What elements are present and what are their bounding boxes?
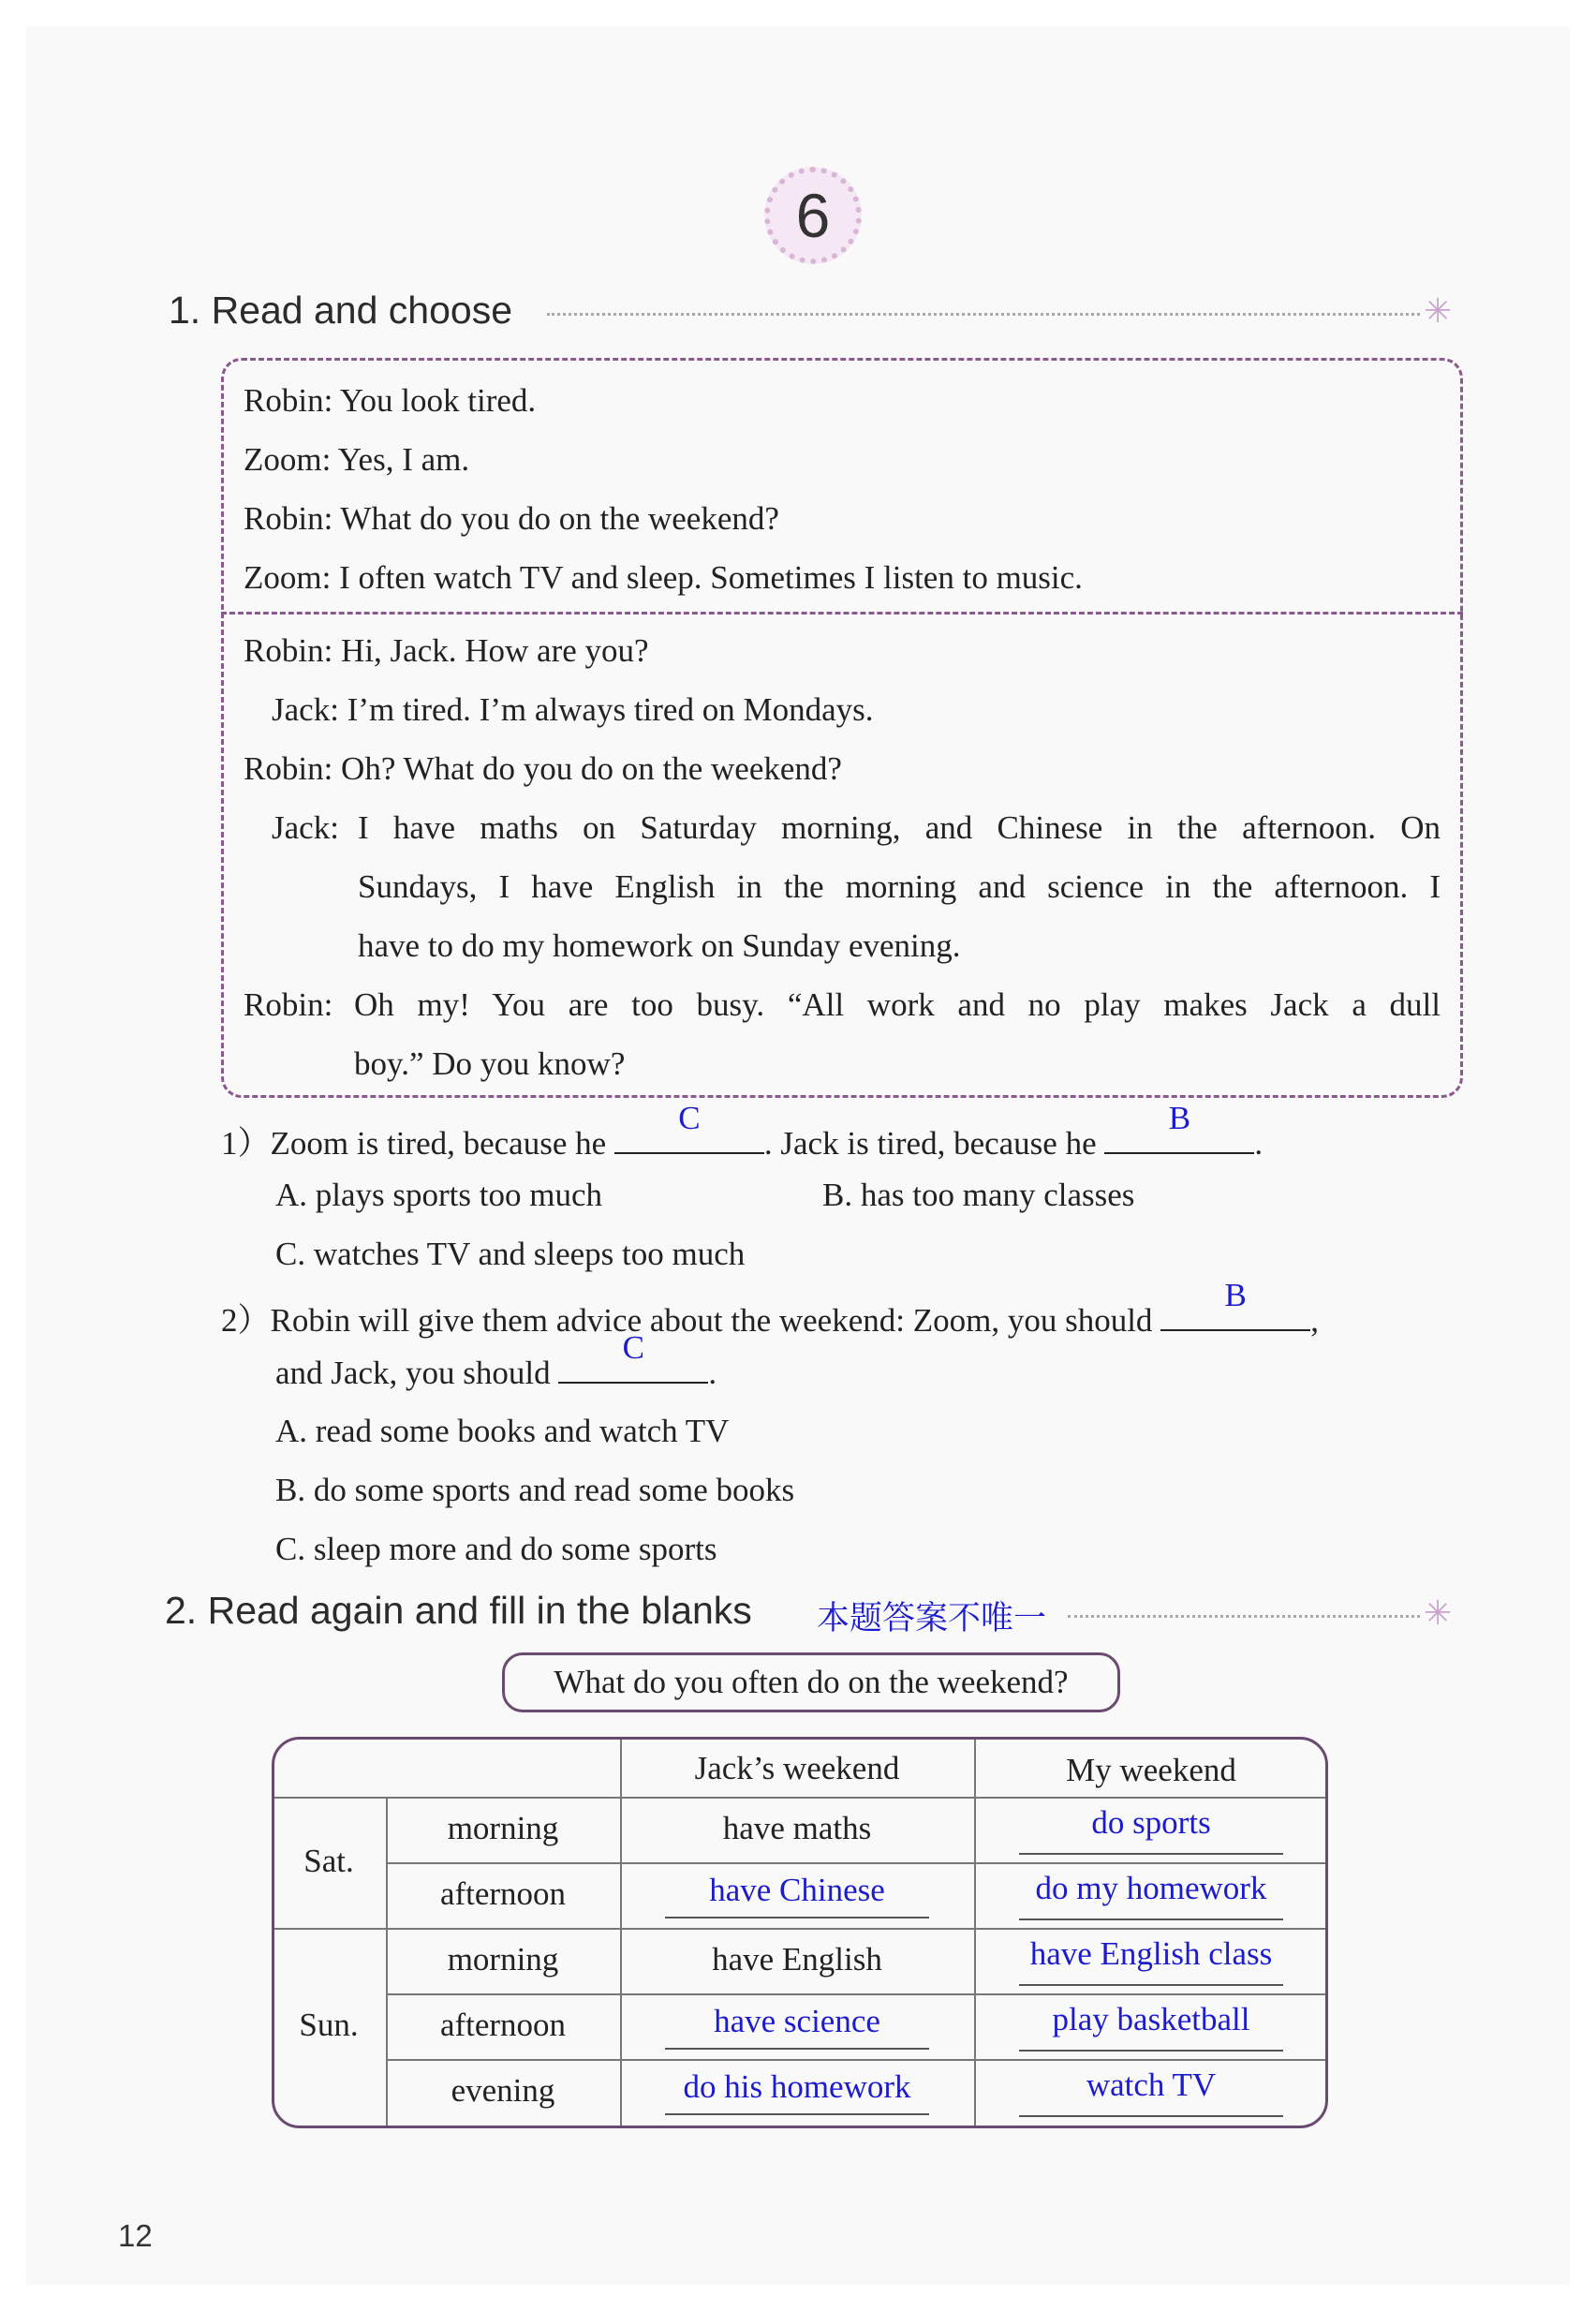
jack-answer[interactable]: do his homework	[683, 2068, 911, 2105]
table-divider	[386, 1993, 1325, 1995]
header-my: My weekend	[1066, 1752, 1236, 1788]
my-answer[interactable]: have English class	[1029, 1935, 1273, 1972]
dialogue1-line: Zoom: I often watch TV and sleep. Sometimes I listen to music.	[244, 559, 1083, 596]
time-label: morning	[447, 1941, 559, 1978]
option: A. plays sports too much	[275, 1177, 603, 1213]
dialogue-separator	[221, 612, 1463, 615]
answer-underline	[1019, 2115, 1283, 2117]
table-divider	[274, 1797, 1325, 1799]
question-1: 1）Zoom is tired, because he C . Jack is tired, because he B .	[221, 1100, 1264, 1162]
time-label: evening	[451, 2072, 555, 2109]
answer-underline	[665, 2113, 929, 2115]
option: C. watches TV and sleeps too much	[275, 1236, 746, 1272]
section1-title: 1. Read and choose	[169, 289, 512, 332]
handwritten-note: 本题答案不唯一	[817, 1600, 1047, 1637]
dialogue1-line: Zoom: Yes, I am.	[244, 441, 470, 478]
dialogue2-line: Jack: I’m tired. I’m always tired on Mondays.	[272, 691, 874, 728]
section1-rule	[547, 313, 1420, 316]
lesson-badge	[764, 167, 862, 264]
table-divider	[386, 1862, 1325, 1864]
question-2: 2）Robin will give them advice about the weekend: Zoom, you should B ,	[221, 1277, 1319, 1339]
section2-title: 2. Read again and fill in the blanks	[165, 1589, 752, 1632]
answer-text: B	[1224, 1277, 1247, 1313]
flower-icon: ✳	[1424, 292, 1453, 330]
prompt-box	[502, 1652, 1120, 1712]
answer-underline	[665, 2048, 929, 2050]
table-divider	[274, 1928, 1325, 1930]
prompt-text: What do you often do on the weekend?	[554, 1664, 1069, 1700]
table-divider	[386, 2059, 1325, 2061]
jack-activity: have English	[712, 1941, 882, 1978]
option: C. sleep more and do some sports	[275, 1531, 717, 1567]
option: A. read some books and watch TV	[275, 1413, 730, 1449]
answer-blank[interactable]	[1160, 1277, 1310, 1331]
time-label: morning	[447, 1810, 559, 1846]
answer-text: C	[622, 1329, 644, 1366]
jack-answer[interactable]: have Chinese	[709, 1872, 885, 1908]
dialogue1-line: Robin: What do you do on the weekend?	[244, 500, 779, 537]
day-label: Sun.	[299, 2007, 359, 2043]
dialogue2-text: I have maths on Saturday morning, and Chinese in the afternoon. On	[358, 809, 1441, 846]
answer-underline	[1019, 1984, 1283, 1986]
option: B. has too many classes	[822, 1177, 1135, 1213]
answer-blank[interactable]	[558, 1329, 708, 1384]
question-2-cont: and Jack, you should C .	[275, 1329, 717, 1391]
flower-icon: ✳	[1424, 1594, 1453, 1632]
dialogue1-line: Robin: You look tired.	[244, 382, 537, 419]
answer-blank[interactable]	[614, 1100, 764, 1154]
header-jack: Jack’s weekend	[694, 1750, 900, 1786]
day-label: Sat.	[303, 1843, 354, 1879]
answer-underline	[1019, 1918, 1283, 1920]
answer-underline	[1019, 1853, 1283, 1855]
lesson-number: 6	[795, 181, 831, 250]
option: B. do some sports and read some books	[275, 1472, 795, 1508]
answer-underline	[665, 1917, 929, 1918]
dialogue2-line: Robin: Hi, Jack. How are you?	[244, 632, 649, 669]
answer-blank[interactable]	[1104, 1100, 1254, 1154]
dialogue2-text: Sundays, I have English in the morning and science in the afternoon. I	[358, 868, 1441, 905]
my-answer[interactable]: play basketball	[1052, 2001, 1250, 2037]
jack-answer[interactable]: have science	[714, 2003, 880, 2039]
dialogue2-line: Robin: Oh? What do you do on the weekend?	[244, 750, 842, 787]
time-label: afternoon	[439, 1875, 567, 1912]
jack-activity: have maths	[722, 1810, 872, 1846]
dialogue2-text: have to do my homework on Sunday evening.	[358, 927, 961, 964]
my-answer[interactable]: watch TV	[1086, 2067, 1217, 2103]
page-number: 12	[118, 2218, 153, 2253]
section2-rule	[1068, 1615, 1420, 1618]
dialogue2-text: boy.” Do you know?	[354, 1045, 626, 1082]
dialogue2-text: Oh my! You are too busy. “All work and no play makes Jack a dull	[354, 986, 1441, 1023]
dialogue2-speaker: Robin:	[244, 986, 333, 1023]
answer-text: C	[678, 1100, 701, 1136]
dialogue2-speaker: Jack:	[272, 809, 339, 846]
time-label: afternoon	[439, 2007, 567, 2043]
answer-underline	[1019, 2050, 1283, 2052]
my-answer[interactable]: do sports	[1091, 1804, 1211, 1841]
answer-text: B	[1168, 1100, 1191, 1136]
my-answer[interactable]: do my homework	[1035, 1870, 1267, 1906]
